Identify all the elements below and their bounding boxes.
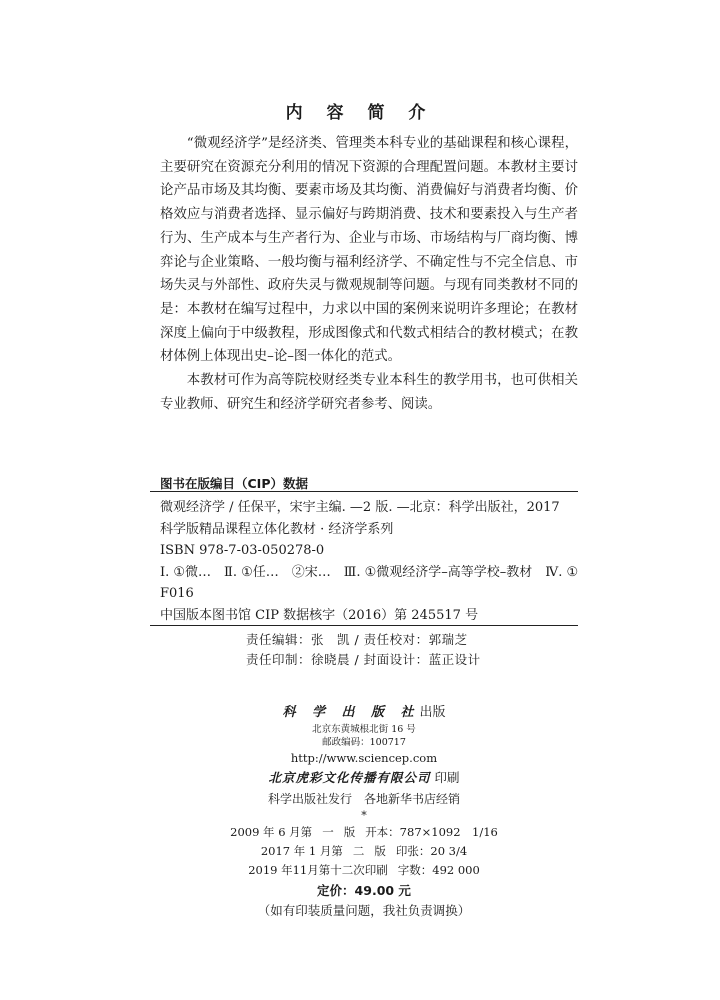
printer-name: 北京虎彩文化传播有限公司: [268, 770, 431, 785]
publisher-suffix: 出版: [419, 705, 446, 720]
cip-data-block: [160, 497, 578, 627]
cip-line: Ⅰ. ①微… Ⅱ. ①任… ②宋… Ⅲ. ①微观经济学–高等学校–教材 Ⅳ. ①: [160, 564, 579, 580]
price-line: 定价：49.00 元: [317, 883, 411, 898]
cip-line: F016: [160, 586, 194, 602]
imprint-block: [150, 703, 578, 921]
cip-line: 科学版精品课程立体化教材 · 经济学系列: [160, 521, 394, 537]
publisher-line: [150, 703, 578, 723]
publisher-url: http://www.sciencep.com: [290, 751, 438, 765]
printer-line: [150, 767, 578, 789]
edition-line: 2009 年 6 月第 一 版 开本：787×1092 1/16: [230, 825, 498, 839]
distribution-line: 科学出版社发行 各地新华书店经销: [267, 792, 460, 806]
edition-line: 2019 年11月第十二次印刷 字数：492 000: [248, 863, 480, 877]
credit-line-2: 责任印制：徐晓晨 / 封面设计：蓝正设计: [246, 652, 481, 667]
summary-paragraph-2: 本教材可作为高等院校财经类专业本科生的教学用书，也可供相关专业教师、研究生和经济学研究者参考、阅读。: [160, 373, 578, 412]
section-heading: 内 容 简 介: [285, 103, 435, 123]
cip-line: 微观经济学 / 任保平，宋宇主编. —2 版. —北京：科学出版社，2017: [160, 500, 560, 515]
printer-suffix: 印刷: [434, 770, 460, 785]
cip-top-rule: [150, 491, 578, 492]
cip-line: ISBN 978-7-03-050278-0: [160, 543, 325, 559]
cip-title: 图书在版编目（CIP）数据: [160, 476, 308, 491]
quality-note: （如有印装质量问题，我社负责调换）: [257, 903, 471, 918]
editorial-credits: [246, 630, 481, 670]
publisher-postcode: 邮政编码：100717: [322, 737, 406, 748]
publisher-address: 北京东黄城根北街 16 号: [312, 724, 416, 735]
summary-text: [160, 132, 578, 416]
cip-bottom-rule: [150, 625, 578, 626]
cip-line: 中国版本图书馆 CIP 数据核字（2016）第 245517 号: [160, 607, 479, 623]
credit-line-1: 责任编辑：张 凯 / 责任校对：郭瑞芝: [246, 632, 468, 647]
summary-paragraph-1: “微观经济学”是经济类、管理类本科专业的基础课程和核心课程，主要研究在资源充分利用的情况下资源的合理配置问题。本教材主要讨论产品市场及其均衡、要素市场及其均衡、消费偏好与消费者均衡、价格效应与消费者选择、显示偏好与跨期消费、技术和要素投入与生产者行为、生产成本与生产者行为、企业与市场、市场结构与厂商均衡、博弈论与企业策略、一般均衡与福利经济学、不确定性与不完全信息、市场失灵与外部性、政府失灵与微观规制等问题。与现有同类教材不同的是：本教材在编写过程中，力求以中国的案例来说明许多理论；在教材深度上偏向于中级教程，形成图像式和代数式相结合的教材模式；在教材体例上体现出史–论–图一体化的范式。: [160, 136, 578, 365]
separator-star: *: [361, 809, 367, 822]
publisher-name: 科 学 出 版 社: [282, 705, 420, 720]
edition-line: 2017 年 1 月第 二 版 印张：20 3/4: [260, 844, 468, 858]
